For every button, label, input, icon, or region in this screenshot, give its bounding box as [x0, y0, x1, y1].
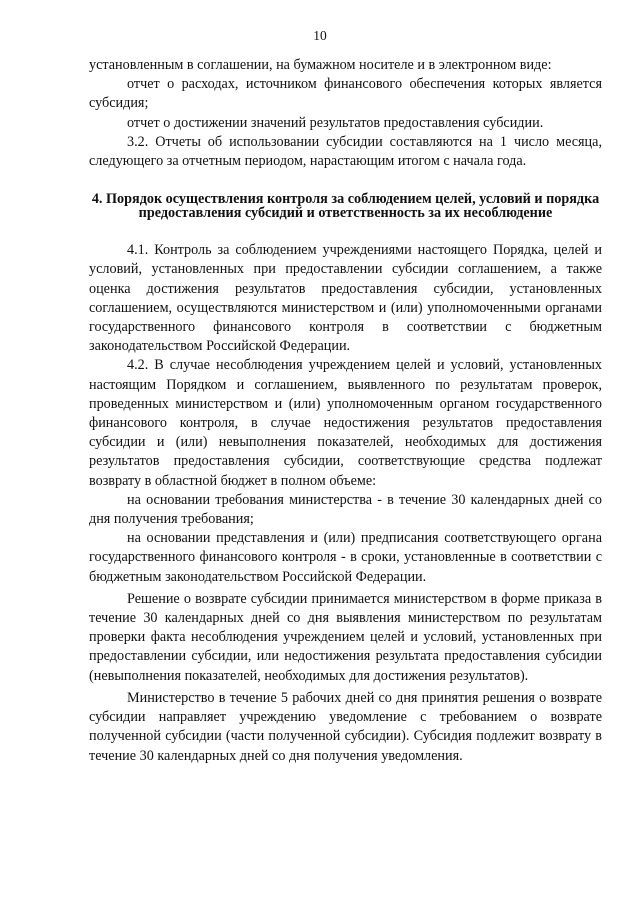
paragraph: 4.2. В случае несоблюдения учреждением целей и условий, установленных настоящим Порядком и соглашением, выявленного по результатам проверок, проведенных министерством и (или) уполномоченным органом государственного финансового контроля, в случае недостижения результатов предоставления субсидии и (или) невыполнения показателей, необходимых для достижения результатов предоставления субсидии, соответствующие средства подлежат возврату в областной бюджет в полном объеме:: [89, 357, 602, 489]
paragraph: на основании представления и (или) предписания соответствующего органа государственного финансового контроля - в сроки, установленные в соответствии с бюджетным законодательством Российской Федерации.: [89, 530, 602, 585]
paragraph: отчет о расходах, источником финансового обеспечения которых является субсидия;: [89, 76, 602, 112]
paragraph: на основании требования министерства - в течение 30 календарных дней со дня получения требования;: [89, 491, 602, 528]
paragraph: Министерство в течение 5 рабочих дней со дня принятия решения о возврате субсидии направляет учреждению уведомление с требованием о возврате полученной субсидии (части полученной субсидии). Субсидия подлежит возврату в течение 30 календарных дней со дня получения уведомления.: [89, 689, 602, 764]
document-body: [89, 56, 602, 766]
paragraph: 4.1. Контроль за соблюдением учреждениями настоящего Порядка, целей и условий, установленных при предоставлении субсидии соглашением, а также оценка достижения результатов предоставления субсидии, установленных соглашением, осуществляются министерством и (или) уполномоченными органами государственного финансового контроля в соответствии с бюджетным законодательством Российской Федерации.: [89, 242, 602, 355]
page-number: 10: [313, 28, 327, 43]
paragraph: установленным в соглашении, на бумажном носителе и в электронном виде:: [89, 57, 552, 73]
paragraph: Решение о возврате субсидии принимается министерством в форме приказа в течение 30 календарных дней со дня выявления министерством по результатам проверки факта несоблюдения учреждением целей и условий, установленных при предоставлении субсидии, или недостижения результата предоставления субсидии (невыполнения показателей, необходимых для достижения результатов).: [89, 590, 602, 684]
paragraph: 3.2. Отчеты об использовании субсидии составляются на 1 число месяца, следующего за отчетным периодом, нарастающим итогом с начала года.: [89, 133, 602, 170]
section-heading: 4. Порядок осуществления контроля за соблюдением целей, условий и порядка предоставления субсидий и ответственность за их несоблюдение: [91, 191, 600, 221]
paragraph: отчет о достижении значений результатов предоставления субсидии.: [127, 114, 544, 131]
